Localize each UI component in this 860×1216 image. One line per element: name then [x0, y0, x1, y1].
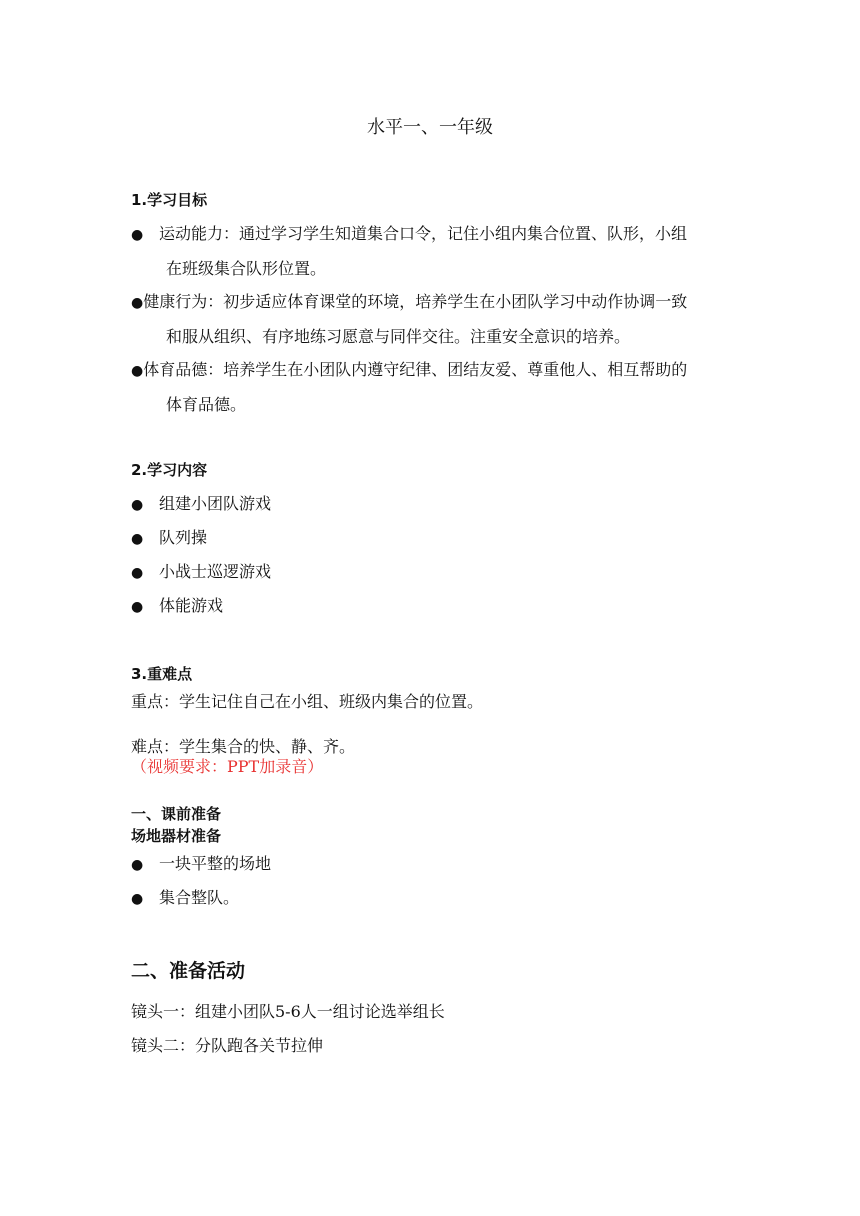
- list-item: [131, 285, 741, 354]
- list-item-text: 在班级集合队形位置。: [166, 259, 327, 278]
- bullet-icon: ●: [131, 599, 144, 615]
- bullet-icon: ●: [131, 857, 144, 873]
- list-item: [131, 487, 741, 522]
- difficulty-text: 难点：学生集合的快、静、齐。: [131, 737, 356, 756]
- list-item-text: 组建小团队游戏: [159, 494, 272, 513]
- list-item: [131, 521, 741, 556]
- bullet-icon: ●: [131, 497, 144, 513]
- section-heading-prep: 一、课前准备: [131, 805, 222, 823]
- bullet-icon: ●: [131, 227, 144, 243]
- list-item-text: 体育品德。: [166, 395, 247, 414]
- bullet-icon: ●: [131, 295, 144, 311]
- list-item-text: 和服从组织、有序地练习愿意与同伴交往。注重安全意识的培养。: [166, 327, 631, 346]
- section-heading-key-points: 3.重难点: [131, 665, 193, 683]
- section-heading-learning-content: 2.学习内容: [131, 461, 208, 479]
- list-item: [131, 353, 741, 422]
- key-point-text: 重点：学生记住自己在小组、班级内集合的位置。: [131, 692, 484, 711]
- list-item: [131, 217, 741, 286]
- list-item-text: 队列操: [159, 528, 208, 547]
- shot-two-text: 镜头二：分队跑各关节拉伸: [131, 1036, 324, 1055]
- list-item: [131, 881, 741, 916]
- bullet-icon: ●: [131, 531, 144, 547]
- list-item-text: 体育品德：培养学生在小团队内遵守纪律、团结友爱、尊重他人、相互帮助的: [143, 360, 688, 379]
- section-heading-learning-goals: 1.学习目标: [131, 191, 208, 209]
- list-item-text: 集合整队。: [159, 888, 240, 907]
- list-item-text: 健康行为：初步适应体育课堂的环境，培养学生在小团队学习中动作协调一致: [143, 292, 688, 311]
- list-item-text: 小战士巡逻游戏: [159, 562, 272, 581]
- list-item: [131, 589, 741, 624]
- bullet-icon: ●: [131, 363, 144, 379]
- subheading-equipment: 场地器材准备: [131, 827, 222, 845]
- list-item: [131, 847, 741, 882]
- bullet-icon: ●: [131, 565, 144, 581]
- page-title: 水平一、一年级: [367, 117, 493, 138]
- bullet-icon: ●: [131, 891, 144, 907]
- video-requirement-note: （视频要求：PPT加录音）: [131, 757, 324, 776]
- list-item: [131, 555, 741, 590]
- list-item-text: 一块平整的场地: [159, 854, 272, 873]
- shot-one-text: 镜头一：组建小团队5-6人一组讨论选举组长: [131, 1002, 445, 1021]
- section-heading-warmup: 二、准备活动: [131, 960, 246, 982]
- list-item-text: 运动能力：通过学习学生知道集合口令，记住小组内集合位置、队形，小组: [159, 224, 688, 243]
- list-item-text: 体能游戏: [159, 596, 224, 615]
